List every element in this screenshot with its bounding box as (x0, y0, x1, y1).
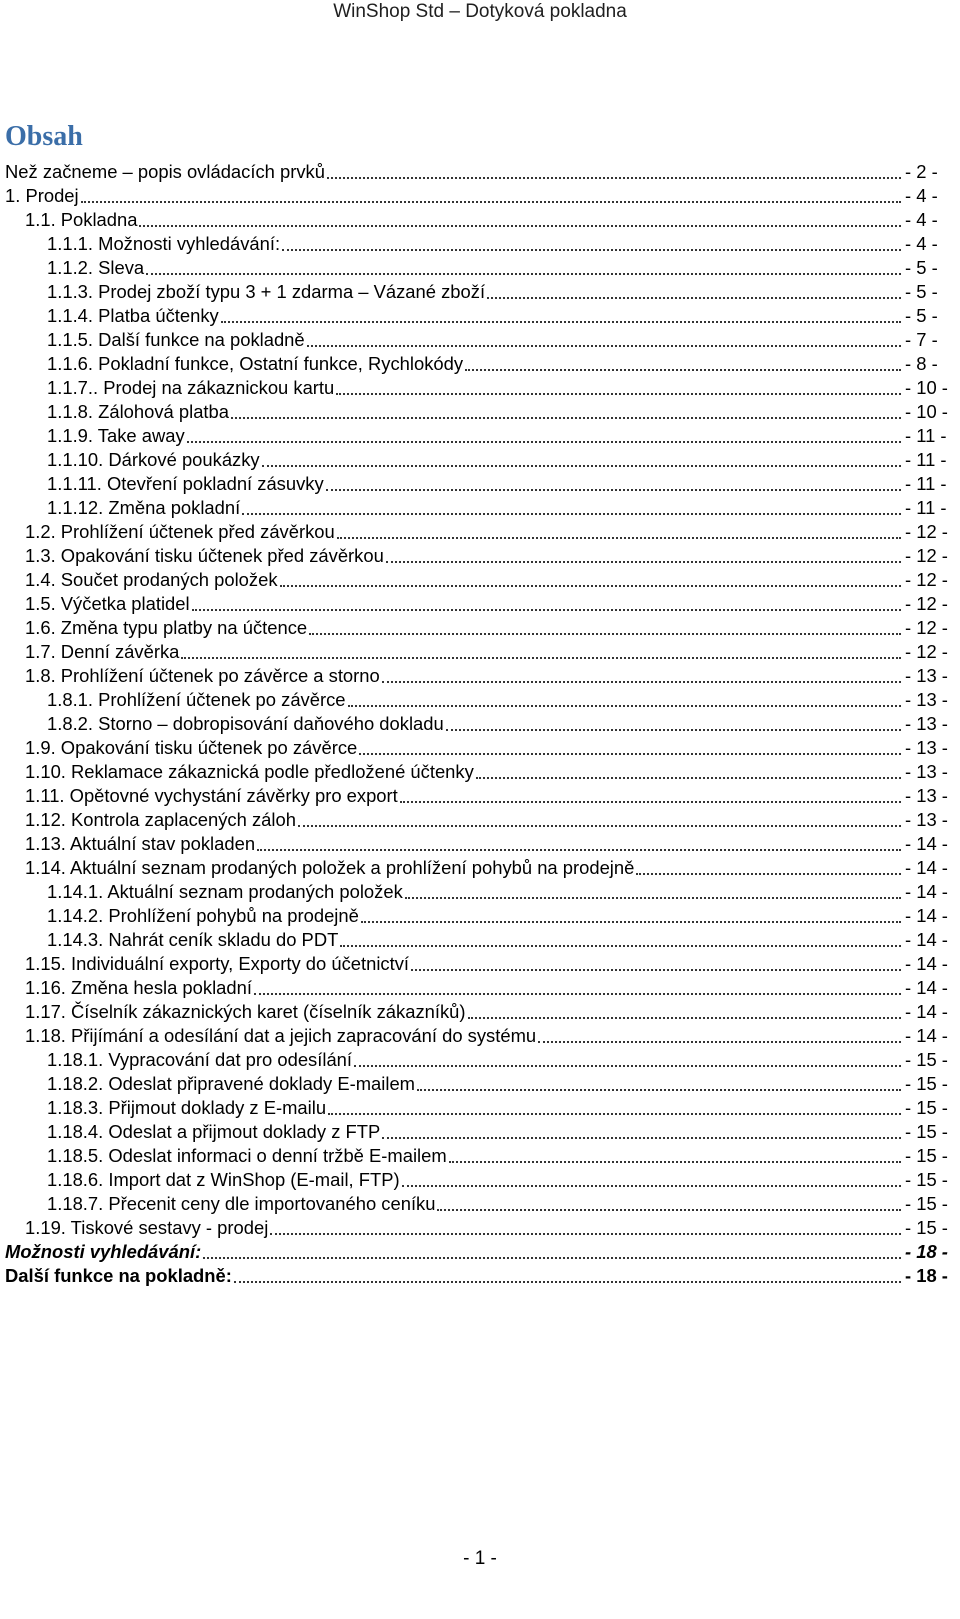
toc-entry-title: 1.14.1. Aktuální seznam prodaných položek (47, 881, 403, 902)
toc-entry-title: 1.15. Individuální exporty, Exporty do účetnictví (25, 953, 410, 974)
toc-entry[interactable] (5, 880, 960, 904)
toc-entry-page: - 13 - (905, 809, 948, 830)
toc-dot-leader (337, 537, 901, 539)
toc-entry[interactable] (5, 280, 960, 304)
toc-entry[interactable] (5, 496, 960, 520)
toc-entry-title: 1.18.5. Odeslat informaci o denní tržbě E-mailem (47, 1145, 447, 1166)
toc-entry-title: 1.1.6. Pokladní funkce, Ostatní funkce, Rychlokódy (47, 353, 464, 374)
toc-entry[interactable] (5, 712, 960, 736)
toc-entry[interactable] (5, 1168, 960, 1192)
toc-entry[interactable] (5, 928, 960, 952)
toc-entry[interactable] (5, 1096, 960, 1120)
toc-entry[interactable] (5, 1192, 960, 1216)
toc-entry[interactable] (5, 1072, 960, 1096)
toc-entry[interactable] (5, 784, 960, 808)
toc-entry-title: 1.14.3. Nahrát ceník skladu do PDT (47, 929, 339, 950)
toc-entry-title: 1.12. Kontrola zaplacených záloh (25, 809, 296, 830)
toc-entry-title: 1.18.7. Přecenit ceny dle importovaného ceníku (47, 1193, 436, 1214)
toc-entry-page: - 14 - (905, 881, 948, 902)
toc-entry-title: 1.10. Reklamace zákaznická podle předložené účtenky (25, 761, 474, 782)
toc-entry-title: 1.18.2. Odeslat připravené doklady E-mailem (47, 1073, 416, 1094)
toc-entry[interactable] (5, 688, 960, 712)
toc-entry-title: 1.14.2. Prohlížení pohybů na prodejně (47, 905, 359, 926)
toc-dot-leader (326, 489, 901, 491)
toc-entry-title: 1.1.12. Změna pokladní (47, 497, 241, 518)
toc-dot-leader (309, 633, 901, 635)
toc-dot-leader (298, 825, 901, 827)
toc-entry-title: 1.1.7.. Prodej na zákaznickou kartu (47, 377, 335, 398)
toc-entry-page: - 15 - (905, 1097, 948, 1118)
toc-entry-title: 1.16. Změna hesla pokladní (25, 977, 252, 998)
toc-entry-page: - 4 - (905, 209, 938, 230)
toc-dot-leader (361, 921, 901, 923)
toc-entry-page: - 4 - (905, 233, 938, 254)
toc-entry-title: 1.1.11. Otevření pokladní zásuvky (47, 473, 324, 494)
toc-entry-page: - 5 - (905, 305, 938, 326)
toc-entry-page: - 18 - (905, 1265, 948, 1286)
toc-dot-leader (336, 393, 901, 395)
toc-entry-page: - 5 - (905, 281, 938, 302)
toc-dot-leader (242, 513, 901, 515)
toc-entry-page: - 11 - (905, 425, 947, 446)
toc-entry-page: - 15 - (905, 1049, 948, 1070)
toc-dot-leader (449, 1161, 901, 1163)
toc-dot-leader (382, 1137, 901, 1139)
toc-entry[interactable] (5, 808, 960, 832)
toc-dot-leader (146, 273, 901, 275)
toc-dot-leader (465, 369, 901, 371)
toc-entry[interactable] (5, 1048, 960, 1072)
toc-dot-leader (348, 705, 901, 707)
toc-dot-leader (270, 1233, 901, 1235)
toc-dot-leader (636, 873, 901, 875)
toc-entry-title: 1.17. Číselník zákaznických karet (číselník zákazníků) (25, 1001, 466, 1022)
toc-entry[interactable] (5, 208, 960, 232)
toc-entry-page: - 13 - (905, 713, 948, 734)
toc-entry-page: - 14 - (905, 833, 948, 854)
toc-dot-leader (538, 1041, 901, 1043)
toc-entry-page: - 13 - (905, 785, 948, 806)
toc-entry[interactable] (5, 376, 960, 400)
toc-entry[interactable] (5, 448, 960, 472)
toc-entry-title: 1.9. Opakování tisku účtenek po závěrce (25, 737, 358, 758)
toc-entry-page: - 14 - (905, 1001, 948, 1022)
toc-entry[interactable] (5, 424, 960, 448)
toc-entry-page: - 8 - (905, 353, 938, 374)
toc-dot-leader (417, 1089, 901, 1091)
toc-dot-leader (354, 1065, 901, 1067)
toc-entry[interactable] (5, 304, 960, 328)
toc-entry-page: - 4 - (905, 185, 938, 206)
toc-entry-page: - 12 - (905, 617, 948, 638)
toc-entry-page: - 15 - (905, 1169, 948, 1190)
toc-dot-leader (234, 1281, 901, 1283)
toc-entry-page: - 11 - (905, 449, 947, 470)
toc-entry-title: 1.2. Prohlížení účtenek před závěrkou (25, 521, 335, 542)
toc-entry-page: - 12 - (905, 545, 948, 566)
toc-dot-leader (187, 441, 901, 443)
toc-entry-page: - 13 - (905, 737, 948, 758)
toc-entry-page: - 11 - (905, 497, 947, 518)
toc-entry-title: 1.8.2. Storno – dobropisování daňového dokladu (47, 713, 444, 734)
toc-entry-title: 1.1.8. Zálohová platba (47, 401, 229, 422)
toc-entry[interactable] (5, 832, 960, 856)
table-of-contents (5, 160, 960, 1288)
toc-entry[interactable] (5, 352, 960, 376)
toc-entry[interactable] (5, 328, 960, 352)
toc-entry-title: Možnosti vyhledávání: (5, 1241, 202, 1262)
toc-dot-leader (400, 801, 901, 803)
toc-entry-page: - 5 - (905, 257, 938, 278)
toc-dot-leader (192, 609, 901, 611)
toc-entry-page: - 14 - (905, 929, 948, 950)
toc-entry-page: - 14 - (905, 905, 948, 926)
toc-dot-leader (81, 201, 901, 203)
page-number: - 1 - (463, 1548, 497, 1569)
toc-entry[interactable] (5, 976, 960, 1000)
toc-entry[interactable] (5, 1264, 960, 1288)
toc-entry-page: - 10 - (905, 401, 948, 422)
toc-entry-title: 1.1.4. Platba účtenky (47, 305, 219, 326)
toc-entry[interactable] (5, 256, 960, 280)
toc-entry-title: 1.7. Denní závěrka (25, 641, 180, 662)
toc-entry[interactable] (5, 664, 960, 688)
toc-entry-title: 1.5. Výčetka platidel (25, 593, 190, 614)
page-header: WinShop Std – Dotyková pokladna (333, 1, 627, 22)
toc-entry-title: 1.1.3. Prodej zboží typu 3 + 1 zdarma – Vázané zboží (47, 281, 486, 302)
toc-entry-title: 1.1.5. Další funkce na pokladně (47, 329, 305, 350)
toc-entry-page: - 15 - (905, 1217, 948, 1238)
toc-dot-leader (476, 777, 901, 779)
toc-entry-page: - 13 - (905, 689, 948, 710)
toc-entry-title: 1.19. Tiskové sestavy - prodej (25, 1217, 269, 1238)
toc-entry-page: - 13 - (905, 761, 948, 782)
toc-dot-leader (328, 1113, 901, 1115)
toc-entry-title: 1.1.1. Možnosti vyhledávání: (47, 233, 281, 254)
toc-entry-title: 1.6. Změna typu platby na účtence (25, 617, 308, 638)
toc-entry-title: 1.1. Pokladna (25, 209, 138, 230)
toc-entry-page: - 12 - (905, 641, 948, 662)
toc-entry-title: 1.1.10. Dárkové poukázky (47, 449, 260, 470)
toc-entry[interactable] (5, 1120, 960, 1144)
toc-entry[interactable] (5, 544, 960, 568)
toc-entry[interactable] (5, 904, 960, 928)
toc-dot-leader (231, 417, 901, 419)
toc-entry-title: 1.13. Aktuální stav pokladen (25, 833, 256, 854)
toc-entry[interactable] (5, 1000, 960, 1024)
toc-entry-page: - 15 - (905, 1193, 948, 1214)
toc-dot-leader (446, 729, 901, 731)
toc-entry-page: - 12 - (905, 521, 948, 542)
toc-entry-title: Další funkce na pokladně: (5, 1265, 232, 1286)
toc-dot-leader (411, 969, 901, 971)
toc-dot-leader (468, 1017, 901, 1019)
toc-dot-leader (139, 225, 901, 227)
toc-entry-page: - 15 - (905, 1145, 948, 1166)
toc-entry-title: 1.1.9. Take away (47, 425, 185, 446)
toc-entry-title: Než začneme – popis ovládacích prvků (5, 161, 325, 182)
toc-entry[interactable] (5, 472, 960, 496)
toc-entry[interactable] (5, 640, 960, 664)
toc-entry[interactable] (5, 616, 960, 640)
toc-entry-page: - 2 - (905, 161, 938, 182)
toc-dot-leader (221, 321, 901, 323)
toc-dot-leader (181, 657, 901, 659)
toc-dot-leader (402, 1185, 901, 1187)
toc-entry-title: 1.8.1. Prohlížení účtenek po závěrce (47, 689, 346, 710)
toc-dot-leader (437, 1209, 901, 1211)
toc-dot-leader (359, 753, 901, 755)
toc-entry-page: - 18 - (905, 1241, 948, 1262)
toc-dot-leader (307, 345, 901, 347)
toc-entry-title: 1.11. Opětovné vychystání závěrky pro export (25, 785, 398, 806)
toc-entry-page: - 15 - (905, 1073, 948, 1094)
toc-entry[interactable] (5, 952, 960, 976)
toc-entry-title: 1.18. Přijímání a odesílání dat a jejich zapracování do systému (25, 1025, 537, 1046)
toc-entry[interactable] (5, 520, 960, 544)
toc-entry[interactable] (5, 160, 960, 184)
toc-dot-leader (487, 297, 901, 299)
toc-entry-title: 1.8. Prohlížení účtenek po závěrce a storno (25, 665, 380, 686)
toc-entry-page: - 11 - (905, 473, 947, 494)
toc-dot-leader (280, 585, 901, 587)
toc-dot-leader (340, 945, 901, 947)
toc-entry-page: - 7 - (905, 329, 938, 350)
toc-dot-leader (386, 561, 901, 563)
toc-entry-page: - 14 - (905, 1025, 948, 1046)
toc-dot-leader (257, 849, 901, 851)
toc-dot-leader (262, 465, 901, 467)
toc-entry-page: - 15 - (905, 1121, 948, 1142)
toc-dot-leader (282, 249, 901, 251)
toc-heading: Obsah (5, 121, 83, 152)
toc-dot-leader (203, 1257, 901, 1259)
toc-entry[interactable] (5, 1024, 960, 1048)
toc-entry-title: 1.18.6. Import dat z WinShop (E-mail, FTP) (47, 1169, 400, 1190)
toc-entry-page: - 10 - (905, 377, 948, 398)
toc-entry[interactable] (5, 184, 960, 208)
toc-entry[interactable] (5, 760, 960, 784)
toc-dot-leader (327, 177, 901, 179)
toc-entry-title: 1.18.3. Přijmout doklady z E-mailu (47, 1097, 327, 1118)
toc-entry-page: - 12 - (905, 569, 948, 590)
toc-entry[interactable] (5, 1240, 960, 1264)
toc-entry-page: - 14 - (905, 977, 948, 998)
toc-dot-leader (254, 993, 901, 995)
toc-entry-page: - 13 - (905, 665, 948, 686)
toc-entry-title: 1.1.2. Sleva (47, 257, 145, 278)
toc-entry[interactable] (5, 1216, 960, 1240)
toc-entry-title: 1.18.4. Odeslat a přijmout doklady z FTP (47, 1121, 381, 1142)
toc-entry-title: 1.14. Aktuální seznam prodaných položek a prohlížení pohybů na prodejně (25, 857, 635, 878)
toc-entry-title: 1. Prodej (5, 185, 79, 206)
toc-entry-title: 1.18.1. Vypracování dat pro odesílání (47, 1049, 353, 1070)
toc-entry[interactable] (5, 592, 960, 616)
toc-entry-page: - 14 - (905, 953, 948, 974)
toc-dot-leader (382, 681, 901, 683)
toc-entry[interactable] (5, 232, 960, 256)
toc-entry[interactable] (5, 736, 960, 760)
toc-dot-leader (405, 897, 901, 899)
toc-entry-title: 1.3. Opakování tisku účtenek před závěrkou (25, 545, 384, 566)
toc-entry[interactable] (5, 1144, 960, 1168)
toc-entry-page: - 12 - (905, 593, 948, 614)
toc-entry[interactable] (5, 856, 960, 880)
toc-entry-title: 1.4. Součet prodaných položek (25, 569, 278, 590)
toc-entry-page: - 14 - (905, 857, 948, 878)
toc-entry[interactable] (5, 400, 960, 424)
toc-entry[interactable] (5, 568, 960, 592)
